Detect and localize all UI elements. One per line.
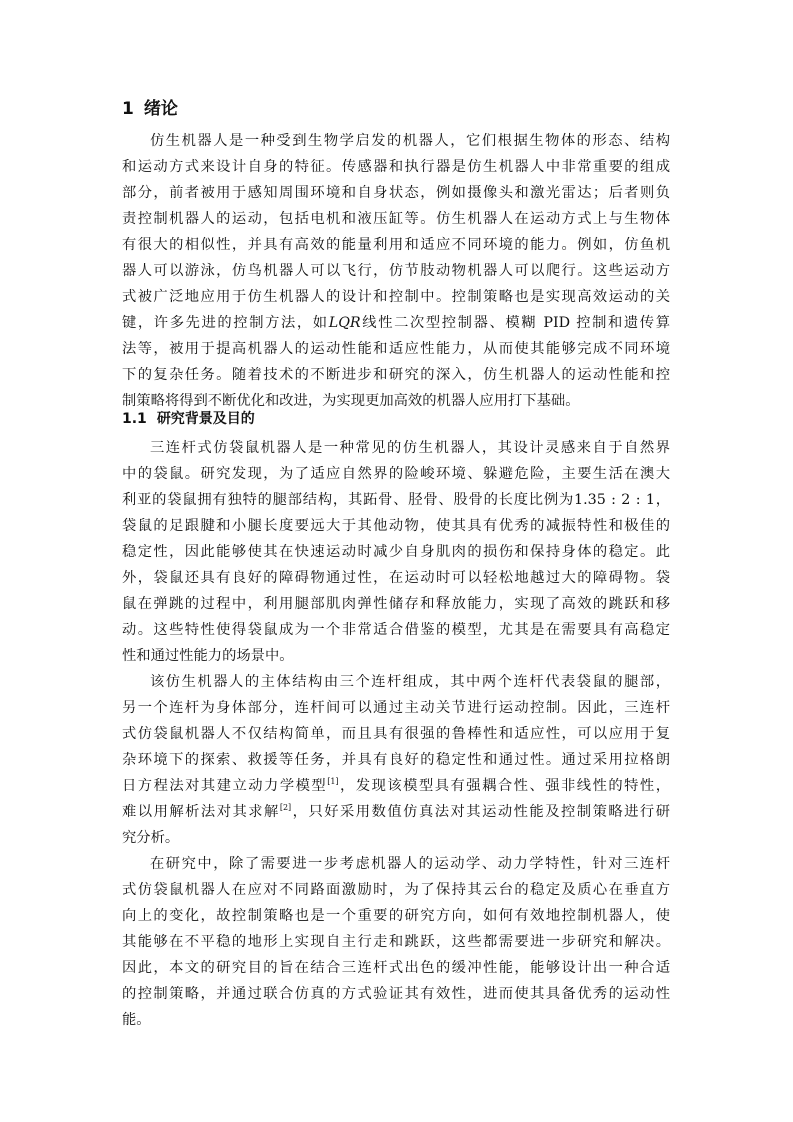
text-line: 部分，前者被用于感知周围环境和自身状态，例如摄像头和激光雷达；后者则负 xyxy=(122,185,670,201)
text-line: 在研究中，除了需要进一步考虑机器人的运动学、动力学特性，针对三连杆 xyxy=(150,856,670,872)
text-line: 鼠在弹跳的过程中，利用腿部肌肉弹性储存和释放能力，实现了高效的跳跃和移 xyxy=(122,596,670,612)
text-line: 责控制机器人的运动，包括电机和液压缸等。仿生机器人在运动方式上与生物体 xyxy=(122,211,670,227)
text-line: 中的袋鼠。研究发现，为了适应自然界的险峻环境、躲避危险，主要生活在澳大 xyxy=(122,466,670,482)
chapter-number: 1 xyxy=(122,99,134,119)
paragraph-intro xyxy=(122,128,670,414)
text-fragment: 日方程法对其建立动力学模型 xyxy=(122,778,328,794)
text-line: 器人可以游泳，仿鸟机器人可以飞行，仿节肢动物机器人可以爬行。这些运动方 xyxy=(122,263,670,279)
text-line xyxy=(122,773,670,799)
section-number: 1.1 xyxy=(122,411,147,427)
text-fragment: 键，许多先进的控制方法，如 xyxy=(122,315,329,331)
text-line xyxy=(122,310,670,336)
paragraph-structure xyxy=(122,669,670,851)
text-line: 另一个连杆为身体部分，连杆间可以通过主动关节进行运动控制。因此，三连杆 xyxy=(122,700,670,716)
text-line: 杂环境下的探索、救援等任务，并具有良好的稳定性和通过性。通过采用拉格朗 xyxy=(122,752,670,768)
text-fragment: 线性二次型控制器、模糊 PID 控制和遗传算 xyxy=(360,315,670,331)
text-line: 向上的变化，故控制策略也是一个重要的研究方向，如何有效地控制机器人，使 xyxy=(122,908,670,924)
text-line: 制策略将得到不断优化和改进，为实现更加高效的机器人应用打下基础。 xyxy=(122,393,580,409)
text-fragment: ，发现该模型具有强耦合性、强非线性的特性， xyxy=(338,778,670,794)
text-line: 性和通过性能力的场景中。 xyxy=(122,648,294,664)
text-line: 因此，本文的研究目的旨在结合三连杆式出色的缓冲性能，能够设计出一种合适 xyxy=(122,960,670,976)
text-line: 式仿袋鼠机器人在应对不同路面激励时，为了保持其云台的稳定及质心在垂直方 xyxy=(122,882,670,898)
paragraph-purpose xyxy=(122,851,670,1033)
citation-2: [2] xyxy=(279,803,292,812)
text-line: 下的复杂任务。随着技术的不断进步和研究的深入，仿生机器人的运动性能和控 xyxy=(122,367,670,383)
text-line: 稳定性，因此能够使其在快速运动时减少自身肌肉的损伤和保持身体的稳定。此 xyxy=(122,544,670,560)
text-line: 利亚的袋鼠拥有独特的腿部结构，其跖骨、胫骨、股骨的长度比例为1.35 : 2 : 1， xyxy=(122,492,670,508)
text-line: 其能够在不平稳的地形上实现自主行走和跳跃，这些都需要进一步研究和解决。 xyxy=(122,934,670,950)
text-line: 和运动方式来设计自身的特征。传感器和执行器是仿生机器人中非常重要的组成 xyxy=(122,159,670,175)
text-fragment: 难以用解析法对其求解 xyxy=(122,804,280,820)
text-line: 该仿生机器人的主体结构由三个连杆组成，其中两个连杆代表袋鼠的腿部， xyxy=(150,674,670,690)
chapter-heading xyxy=(122,96,178,122)
text-line xyxy=(122,799,670,825)
text-line: 究分析。 xyxy=(122,830,180,846)
text-line: 袋鼠的足跟腱和小腿长度要远大于其他动物，使其具有优秀的减振特性和极佳的 xyxy=(122,518,670,534)
text-line: 法等，被用于提高机器人的运动性能和适应性能力，从而使其能够完成不同环境 xyxy=(122,341,670,357)
text-line: 的控制策略，并通过联合仿真的方式验证其有效性，进而使其具备优秀的运动性 xyxy=(122,986,670,1002)
text-line: 式被广泛地应用于仿生机器人的设计和控制中。控制策略也是实现高效运动的关 xyxy=(122,289,670,305)
section-heading xyxy=(122,408,255,430)
paragraph-background xyxy=(122,435,670,669)
text-line: 动。这些特性使得袋鼠成为一个非常适合借鉴的模型，尤其是在需要具有高稳定 xyxy=(122,622,670,638)
chapter-title: 绪论 xyxy=(143,99,178,119)
text-fragment: ，只好采用数值仿真法对其运动性能及控制策略进行研 xyxy=(291,804,670,820)
text-line: 能。 xyxy=(122,1012,151,1028)
text-line: 外，袋鼠还具有良好的障碍物通过性，在运动时可以轻松地越过大的障碍物。袋 xyxy=(122,570,670,586)
citation-1: [1] xyxy=(327,777,339,786)
text-line: 仿生机器人是一种受到生物学启发的机器人，它们根据生物体的形态、结构 xyxy=(150,133,670,149)
text-line: 三连杆式仿袋鼠机器人是一种常见的仿生机器人，其设计灵感来自于自然界 xyxy=(150,440,670,456)
section-title: 研究背景及目的 xyxy=(156,411,255,427)
lqr-term: LQR xyxy=(328,315,361,331)
text-line: 式仿袋鼠机器人不仅结构简单，而且具有很强的鲁棒性和适应性，可以应用于复 xyxy=(122,726,670,742)
text-line: 有很大的相似性，并具有高效的能量利用和适应不同环境的能力。例如，仿鱼机 xyxy=(122,237,670,253)
